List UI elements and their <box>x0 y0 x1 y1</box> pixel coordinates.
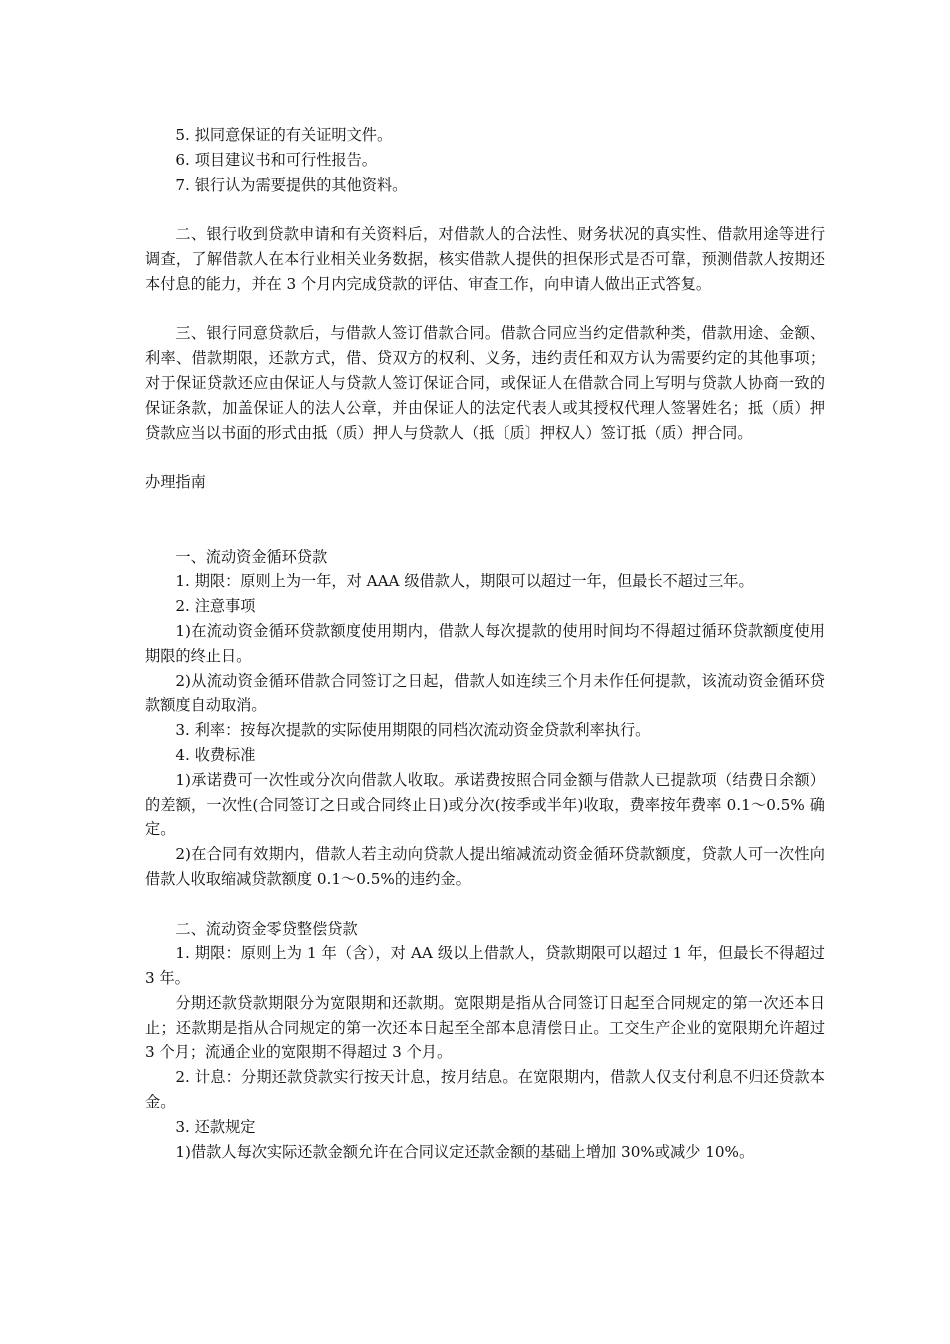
list-item-5: 5. 拟同意保证的有关证明文件。 <box>175 126 393 144</box>
section1-line: 1. 期限：原则上为一年，对 AAA 级借款人，期限可以超过一年，但最长不超过三年。 <box>175 572 754 591</box>
section-title: 办理指南 <box>145 473 206 492</box>
list-item-6: 6. 项目建议书和可行性报告。 <box>175 150 377 169</box>
section2-line: 3. 还款规定 <box>175 1117 256 1136</box>
section1-line: 4. 收费标准 <box>175 745 256 764</box>
list-item-7: 7. 银行认为需要提供的其他资料。 <box>175 175 408 194</box>
section2-line: 2. 计息：分期还款贷款实行按天计息，按月结息。在宽限期内，借款人仅支付利息不归还贷款本金。 <box>145 1068 825 1112</box>
section2-line: 1)借款人每次实际还款金额允许在合同议定还款金额的基础上增加 30%或减少 10%。 <box>175 1142 755 1161</box>
spacer <box>145 297 825 322</box>
paragraph-review: 二、银行收到贷款申请和有关资料后，对借款人的合法性、财务状况的真实性、借款用途等进行调查，了解借款人在本行业相关业务数据，核实借款人提供的担保形式是否可靠，预测借款人按期还本付息的能力，并在 3 个月内完成贷款的评估、审查工作，向申请人做出正式答复。 <box>145 225 825 293</box>
spacer <box>145 892 825 917</box>
section1-line: 2)在合同有效期内，借款人若主动向贷款人提出缩减流动资金循环贷款额度，贷款人可一次性向借款人收取缩减贷款额度 0.1～0.5%的违约金。 <box>145 845 825 888</box>
paragraph-contract: 三、银行同意贷款后，与借款人签订借款合同。借款合同应当约定借款种类，借款用途、金额、利率、借款期限，还款方式，借、贷双方的权利、义务，违约责任和双方认为需要约定的其他事项；对于保证贷款还应由保证人与贷款人签订保证合同，或保证人在借款合同上写明与贷款人协商一致的保证条款，加盖保证人的法人公章，并由保证人的法定代表人或其授权代理人签署姓名；抵（质）押贷款应当以书面的形式由抵（质）押人与贷款人（抵〔质〕押权人）签订抵（质）押合同。 <box>145 324 825 442</box>
section1-line: 1)承诺费可一次性或分次向借款人收取。承诺费按照合同金额与借款人已提款项（结费日余额）的差额，一次性(合同签订之日或合同终止日)或分次(按季或半年)收取，费率按年费率 0.1～0.5% 确定。 <box>145 770 825 839</box>
section1-heading: 一、流动资金循环贷款 <box>175 547 328 566</box>
section1-line: 3. 利率：按每次提款的实际使用期限的同档次流动资金贷款利率执行。 <box>175 721 651 740</box>
spacer <box>145 445 825 470</box>
section1-line: 2)从流动资金循环借款合同签订之日起，借款人如连续三个月未作任何提款，该流动资金循环贷款额度自动取消。 <box>145 671 825 715</box>
section1-line: 1)在流动资金循环贷款额度使用期内，借款人每次提款的使用时间均不得超过循环贷款额度使用期限的终止日。 <box>145 621 825 665</box>
section2-line: 1. 期限：原则上为 1 年（含），对 AA 级以上借款人，贷款期限可以超过 1 年，但最长不得超过 3 年。 <box>145 944 825 988</box>
spacer <box>145 495 825 545</box>
section2-heading: 二、流动资金零贷整偿贷款 <box>175 919 358 938</box>
document-body <box>145 123 825 1164</box>
spacer <box>145 197 825 222</box>
section2-line: 分期还款贷款期限分为宽限期和还款期。宽限期是指从合同签订日起至合同规定的第一次还本日止；还款期是指从合同规定的第一次还本日起至全部本息清偿日止。工交生产企业的宽限期允许超过 3 个月；流通企业的宽限期不得超过 3 个月。 <box>145 993 825 1062</box>
section1-line: 2. 注意事项 <box>175 597 256 616</box>
